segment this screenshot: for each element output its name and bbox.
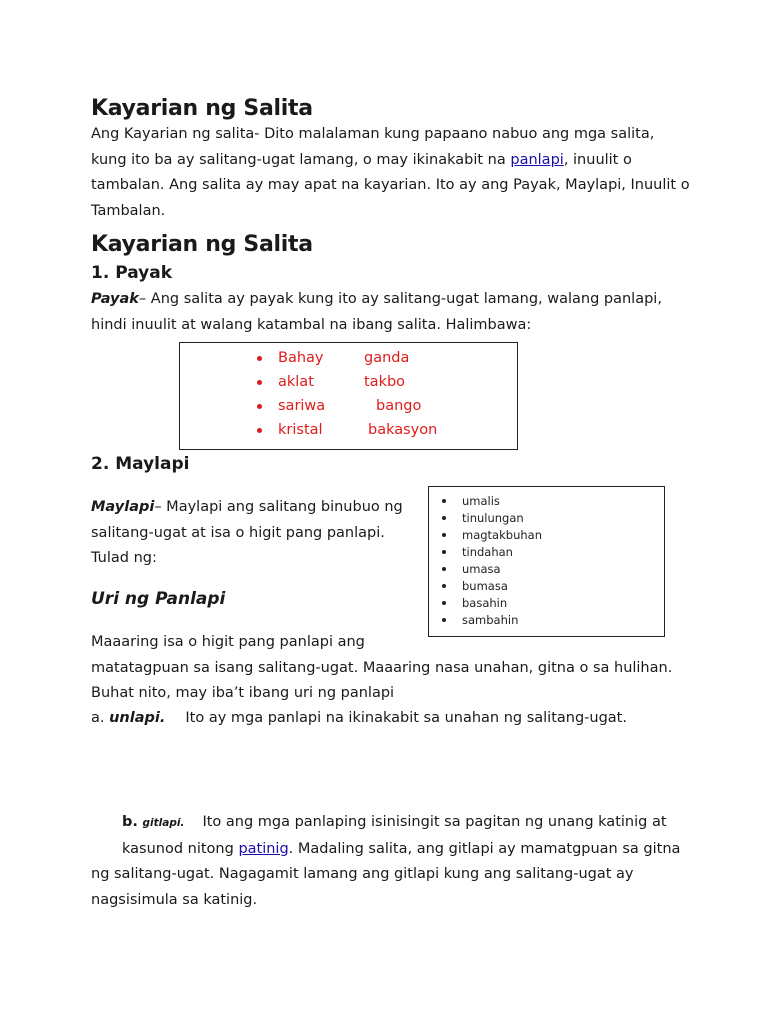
maylapi-heading: 2. Maylapi <box>91 454 190 474</box>
unlapi-paragraph <box>91 706 691 732</box>
intro-line-1: Ang Kayarian ng salita- Dito malalaman kung papaano nabuo ang mga salita, <box>91 126 655 142</box>
example-word: tindahan <box>462 545 513 559</box>
example-word: umasa <box>462 562 501 576</box>
example-row <box>180 350 517 372</box>
gitlapi-line-3: ng salitang-ugat. Nagagamit lamang ang gitlapi kung ang salitang-ugat ay <box>91 866 634 882</box>
example-word: ganda <box>364 350 410 366</box>
example-word: basahin <box>462 596 508 610</box>
example-row <box>180 422 517 444</box>
intro-line-4: Tambalan. <box>91 202 166 219</box>
bullet-icon <box>442 550 446 554</box>
example-word: tinulungan <box>462 511 524 525</box>
page-title: Kayarian ng Salita <box>91 96 313 121</box>
example-word: aklat <box>278 374 314 390</box>
bullet-icon <box>442 567 446 571</box>
panlapi-link[interactable]: panlapi <box>510 151 564 168</box>
payak-term: Payak <box>91 291 139 307</box>
maylapi-line-3: Tulad ng: <box>91 550 157 566</box>
example-word: bakasyon <box>368 422 438 438</box>
maylapi-line-1-text: – Maylapi ang salitang binubuo ng <box>154 499 403 515</box>
bullet-icon <box>442 618 446 622</box>
unlapi-prefix: a. <box>91 710 110 726</box>
payak-examples-box <box>179 342 518 450</box>
patinig-link[interactable]: patinig <box>238 840 289 857</box>
bullet-icon <box>257 356 262 361</box>
intro-line-2 <box>91 148 691 174</box>
bullet-icon <box>257 404 262 409</box>
uri-line-2: matatagpuan sa isang salitang-ugat. Maaaring nasa unahan, gitna o sa hulihan. <box>91 659 673 676</box>
uri-line-3: Buhat nito, may iba’t ibang uri ng panlapi <box>91 685 395 701</box>
gitlapi-prefix: b. <box>122 814 138 830</box>
example-word: bango <box>376 398 422 414</box>
bullet-icon <box>257 428 262 433</box>
example-word: sariwa <box>278 398 326 414</box>
intro-line-3: tambalan. Ang salita ay may apat na kayarian. Ito ay ang Payak, Maylapi, Inuulit o <box>91 177 690 193</box>
bullet-icon <box>442 601 446 605</box>
gitlapi-paragraph <box>91 810 711 913</box>
bullet-icon <box>442 516 446 520</box>
example-word: kristal <box>278 422 323 438</box>
bullet-icon <box>257 380 262 385</box>
payak-heading: 1. Payak <box>91 263 173 283</box>
example-word: takbo <box>364 374 406 390</box>
payak-line-1 <box>91 287 691 313</box>
example-word: bumasa <box>462 579 508 593</box>
uri-paragraph <box>91 630 691 707</box>
bullet-icon <box>442 533 446 537</box>
intro-paragraph <box>91 122 691 224</box>
example-word: sambahin <box>462 613 519 627</box>
example-row <box>180 398 517 420</box>
gitlapi-line-4: nagsisimula sa katinig. <box>91 891 258 908</box>
example-word: Bahay <box>278 350 324 366</box>
bullet-icon <box>442 499 446 503</box>
gitlapi-line-2-text: kasunod nitong <box>122 840 239 857</box>
unlapi-text: Ito ay mga panlapi na ikinakabit sa unahan ng salitang-ugat. <box>185 710 627 726</box>
payak-paragraph <box>91 287 691 338</box>
maylapi-paragraph <box>91 495 411 572</box>
intro-line-2-text: kung ito ba ay salitang-ugat lamang, o may ikinakabit na <box>91 151 511 168</box>
gitlapi-line-1 <box>91 810 711 837</box>
gitlapi-term: gitlapi. <box>142 817 185 829</box>
gitlapi-line-1-text: Ito ang mga panlaping isinisingit sa pagitan ng unang katinig at <box>202 814 667 830</box>
unlapi-term: unlapi. <box>109 710 166 726</box>
example-word: umalis <box>462 494 500 508</box>
maylapi-term: Maylapi <box>91 499 155 515</box>
intro-line-2-tail: , inuulit o <box>563 151 632 168</box>
section-title: Kayarian ng Salita <box>91 232 313 257</box>
gitlapi-line-2 <box>91 837 711 863</box>
payak-line-2: hindi inuulit at walang katambal na ibang salita. Halimbawa: <box>91 316 532 333</box>
maylapi-line-1 <box>91 495 411 521</box>
uri-heading: Uri ng Panlapi <box>91 589 226 609</box>
bullet-icon <box>442 584 446 588</box>
uri-line-1: Maaaring isa o higit pang panlapi ang <box>91 634 365 650</box>
example-word: magtakbuhan <box>462 528 542 542</box>
gitlapi-line-2-tail: . Madaling salita, ang gitlapi ay mamatgpuan sa gitna <box>288 840 681 857</box>
maylapi-line-2: salitang-ugat at isa o higit pang panlapi. <box>91 524 385 541</box>
example-row <box>180 374 517 396</box>
maylapi-examples-box <box>428 486 665 637</box>
payak-line-1-text: – Ang salita ay payak kung ito ay salitang-ugat lamang, walang panlapi, <box>138 291 662 307</box>
